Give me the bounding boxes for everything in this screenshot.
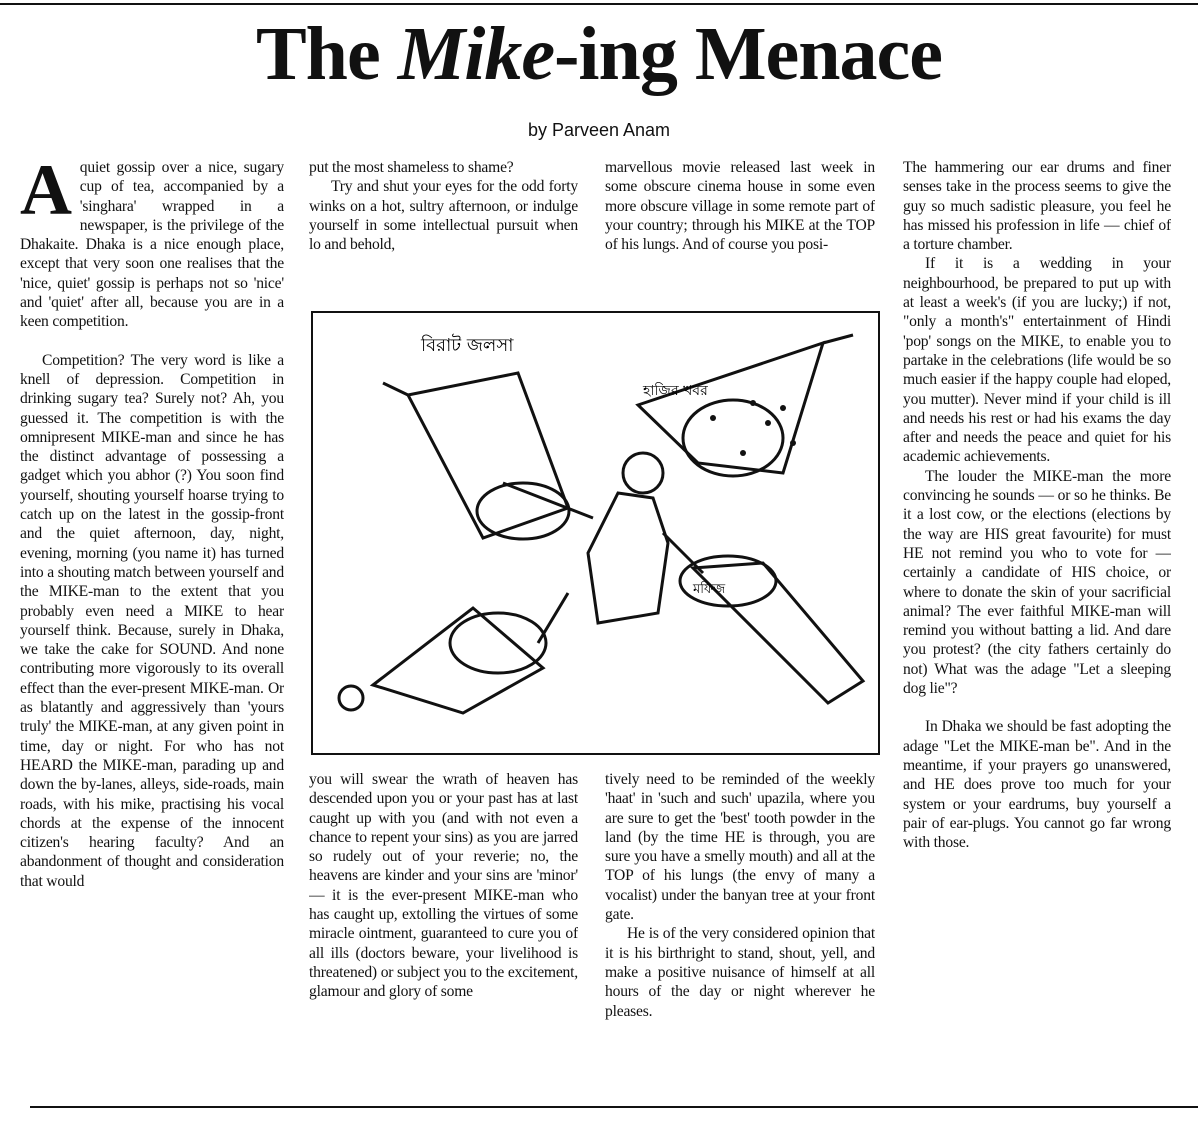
headline: The Mike-ing Menace [255, 12, 943, 96]
top-rule [0, 3, 1198, 5]
paragraph-5: marvellous movie released last week in some obscure cinema house in some even more obscure village in some remote part of your country; through his MIKE at the TOP of his lungs. And of course you posi- [605, 159, 875, 254]
cartoon-illustration [311, 311, 880, 755]
paragraph-9: The hammering our ear drums and finer senses take in the process seems to give the guy so much sadistic pleasure, you feel he has missed his profession in life — chief of a torture chamber. [903, 159, 1171, 254]
paragraph-4: Try and shut your eyes for the odd forty winks on a hot, sultry afternoon, or indulge yourself in some intellectual pursuit when lo and behold, [309, 178, 578, 254]
paragraph-2: Competition? The very word is like a knell of depression. Competition in drinking sugary tea? Surely not? Ah, you guessed it. The competition is with the omnipresent MIKE-man and since he has the distinct advantage of possessing a gadget which you abhor (?) You soon find yourself, shouting yourself hoarse trying to catch up on the latest in the gossip-front and the quiet afternoon, day, night, evening, morning (you name it) has turned into a shouting match between yourself and the MIKE-man to the extent that you probably even need a MIKE to hear yourself think. Because, surely in Dhaka, we take the cake for SOUND. And none contributing more vigorously to its overall effect than the ever-present MIKE-man. Or as blatantly and aggressively than 'yours truly' the MIKE-man, at any given point in time, day or night. For who has not HEARD the MIKE-man, parading up and down the by-lanes, alleys, side-roads, main roads, with his mike, practising his vocal chords at the expense of the innocent citizen's hearing faculty? And an abandonment of thought and consideration that would [20, 351, 284, 890]
article-column-3-top [605, 158, 875, 308]
paragraph-7: tively need to be reminded of the weekly 'haat' in 'such and such' upazila, where you are sure to get the 'best' tooth powder in the land (by the time HE is through, you are sure you have a smelly mouth) and all at the TOP of his lungs (the envy of many a vocalist) under the banyan tree at your front gate. [605, 771, 875, 924]
paragraph-11: The louder the MIKE-man the more convincing he sounds — or so he thinks. Be it a lost cow, or the elections (elections by the way are HIS great favourite) for must HE not remind you who to vote for —certainly a candidate of HIS choice, or where to donate the skin of your sacrificial animal? The ever faithful MIKE-man will remind you without batting a lid. And dare you protest? (the city fathers certainly do not) What was the adage "Let a sleeping dog lie"? [903, 467, 1171, 698]
paragraph-3: put the most shameless to shame? [309, 159, 514, 176]
paragraph-10: If it is a wedding in your neighbourhood, be prepared to put up with at least a week's (if you are lucky;) if not, "only a month's" entertainment of Hindi 'pop' songs on the MIKE, to enable you to partake in the celebrations (life would be so much easier if the happy couple had eloped, you mutter). Never mind if your child is ill and needs his rest or had his exams the day after and needs the peace and quiet for his academic achievements. [903, 255, 1171, 466]
article-column-3-bottom [605, 770, 875, 1100]
cartoon-caption-top-left: বিরাট জলসা [421, 335, 514, 356]
article-column-1 [20, 158, 284, 1098]
paragraph-1: Aquiet gossip over a nice, sugary cup of tea, accompanied by a 'singhara' wrapped in a newspaper, is the privilege of the Dhakaite. Dhaka is a nice enough place, except that very soon one realises that the 'nice, quiet' gossip is perhaps not so 'nice' and 'quiet' after all, because you are in a keen competition. [20, 158, 284, 331]
article-column-2-top [309, 158, 578, 308]
paragraph-6: you will swear the wrath of heaven has descended upon you or your past has at last caught up with you (and with not even a chance to repent your sins) as you are jarred so rudely out of your reverie; no, the heavens are kinder and your sins are 'minor' — it is the ever-present MIKE-man who has caught up, extolling the virtues of some miracle ointment, guaranteed to cure you of all ills (doctors beware, your livelihood is threatened) or subject you to the excitement, glamour and glory of some [309, 771, 578, 1001]
article-column-4 [903, 158, 1171, 1098]
paragraph-8: He is of the very considered opinion that it is his birthright to stand, shout, yell, and make a positive nuisance of himself at all hours of the day or night wherever he pleases. [605, 925, 875, 1020]
byline: by Parveen Anam [527, 120, 671, 140]
bottom-rule [30, 1106, 1198, 1108]
article-column-2-bottom [309, 770, 578, 1100]
paragraph-12: In Dhaka we should be fast adopting the adage "Let the MIKE-man be". And in the meantime, if your prayers go unanswered, and HE does prove too much for your system or your eardrums, buy yourself a pair of ear-plugs. You cannot go far wrong with those. [903, 718, 1171, 852]
cartoon-drawing [313, 313, 878, 753]
cartoon-caption-bottom-right: মফিজ [693, 582, 726, 597]
cartoon-caption-top-right: হাজির খবর [643, 383, 708, 399]
drop-cap: A [20, 158, 72, 230]
